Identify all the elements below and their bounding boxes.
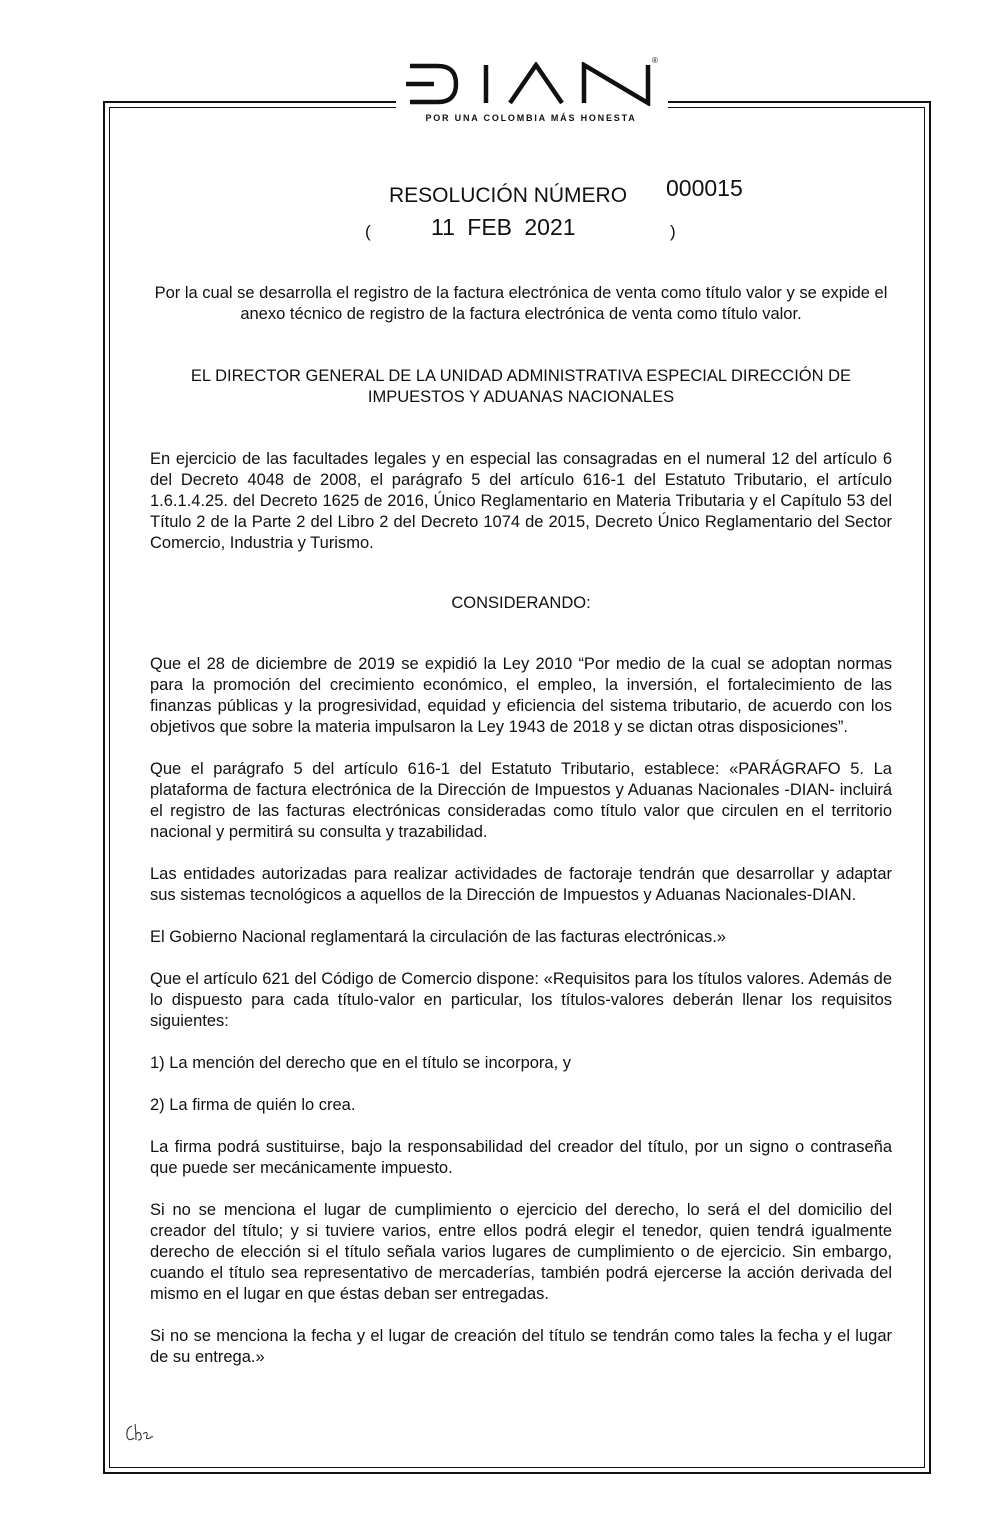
paragraph: Las entidades autorizadas para realizar actividades de factoraje tendrán que desarrollar y adaptar sus sistemas tecnológicos a aquellos de la Dirección de Impuestos y Aduanas Nacionales-DIAN. [150,865,892,904]
paragraph: La firma podrá sustituirse, bajo la responsabilidad del creador del título, por un signo o contraseña que puede ser mecánicamente impuesto. [150,1138,892,1177]
paragraph: Que el parágrafo 5 del artículo 616-1 del Estatuto Tributario, establece: «PARÁGRAFO 5. La plataforma de factura electrónica de la Dirección de Impuestos y Aduanas Nacionales -DIAN- incluirá el registro de las facturas electrónicas consideradas como título valor que circulen en el territorio nacional y permitirá su consulta y trazabilidad. [150,760,892,841]
paragraph: El Gobierno Nacional reglamentará la circulación de las facturas electrónicas.» [150,928,726,946]
paragraph: Si no se menciona la fecha y el lugar de creación del título se tendrán como tales la fecha y el lugar de su entrega.» [150,1327,892,1366]
paragraph: 2) La firma de quién lo crea. [150,1096,356,1114]
considerations-body [150,654,892,1389]
paragraph: 1) La mención del derecho que en el título se incorpora, y [150,1054,572,1072]
dian-logo [396,52,668,132]
considerando-heading: CONSIDERANDO: [451,594,591,612]
paragraph: Si no se menciona el lugar de cumplimiento o ejercicio del derecho, lo será el del domicilio del creador del título; y si tuviere varios, entre ellos podrá elegir el tenedor, quien tendrá igualmente derecho de elección si el título señala varios lugares de cumplimiento o de ejercicio. Sin embargo, cuando el título sea representativo de mercaderías, también podrá ejercerse la acción derivada del mismo en el lugar en que éstas deban ser entregadas. [150,1201,892,1303]
director-heading: EL DIRECTOR GENERAL DE LA UNIDAD ADMINISTRATIVA ESPECIAL DIRECCIÓN DE IMPUESTOS Y ADUANAS NACIONALES [190,367,852,406]
registered-mark: ® [652,56,658,65]
resolution-summary: Por la cual se desarrolla el registro de la factura electrónica de venta como título valor y se expide el anexo técnico de registro de la factura electrónica de venta como título valor. [154,284,888,323]
logo-tagline: POR UNA COLOMBIA MÁS HONESTA [425,113,637,123]
date-paren-close: ) [670,222,676,241]
date-paren-open: ( [365,222,371,241]
resolution-date: 11 FEB 2021 [431,214,576,240]
resolution-title: RESOLUCIÓN NÚMERO [389,184,628,207]
paragraph: Que el artículo 621 del Código de Comercio dispone: «Requisitos para los títulos valores. Además de lo dispuesto para cada título-valor en particular, los títulos-valores deberán llenar los requisitos siguientes: [150,970,892,1030]
dian-logo-mark [404,62,654,106]
authority-paragraph [150,449,892,575]
authority-text: En ejercicio de las facultades legales y en especial las consagradas en el numeral 12 del artículo 6 del Decreto 4048 de 2008, el parágrafo 5 del artículo 616-1 del Estatuto Tributario, el artículo 1.6.1.4.25. del Decreto 1625 de 2016, Único Reglamentario en Materia Tributaria y el Capítulo 53 del Título 2 de la Parte 2 del Libro 2 del Decreto 1074 de 2015, Decreto Único Reglamentario del Sector Comercio, Industria y Turismo. [150,450,892,552]
resolution-number: 000015 [666,175,743,201]
paragraph: Que el 28 de diciembre de 2019 se expidió la Ley 2010 “Por medio de la cual se adoptan normas para la promoción del crecimiento económico, el empleo, la inversión, el fortalecimiento de las finanzas públicas y la progresividad, equidad y eficiencia del sistema tributario, de acuerdo con los objetivos que sobre la materia impulsaron la Ley 1943 de 2018 y se dictan otras disposiciones”. [150,655,892,736]
initials-signature-icon [124,1420,156,1446]
